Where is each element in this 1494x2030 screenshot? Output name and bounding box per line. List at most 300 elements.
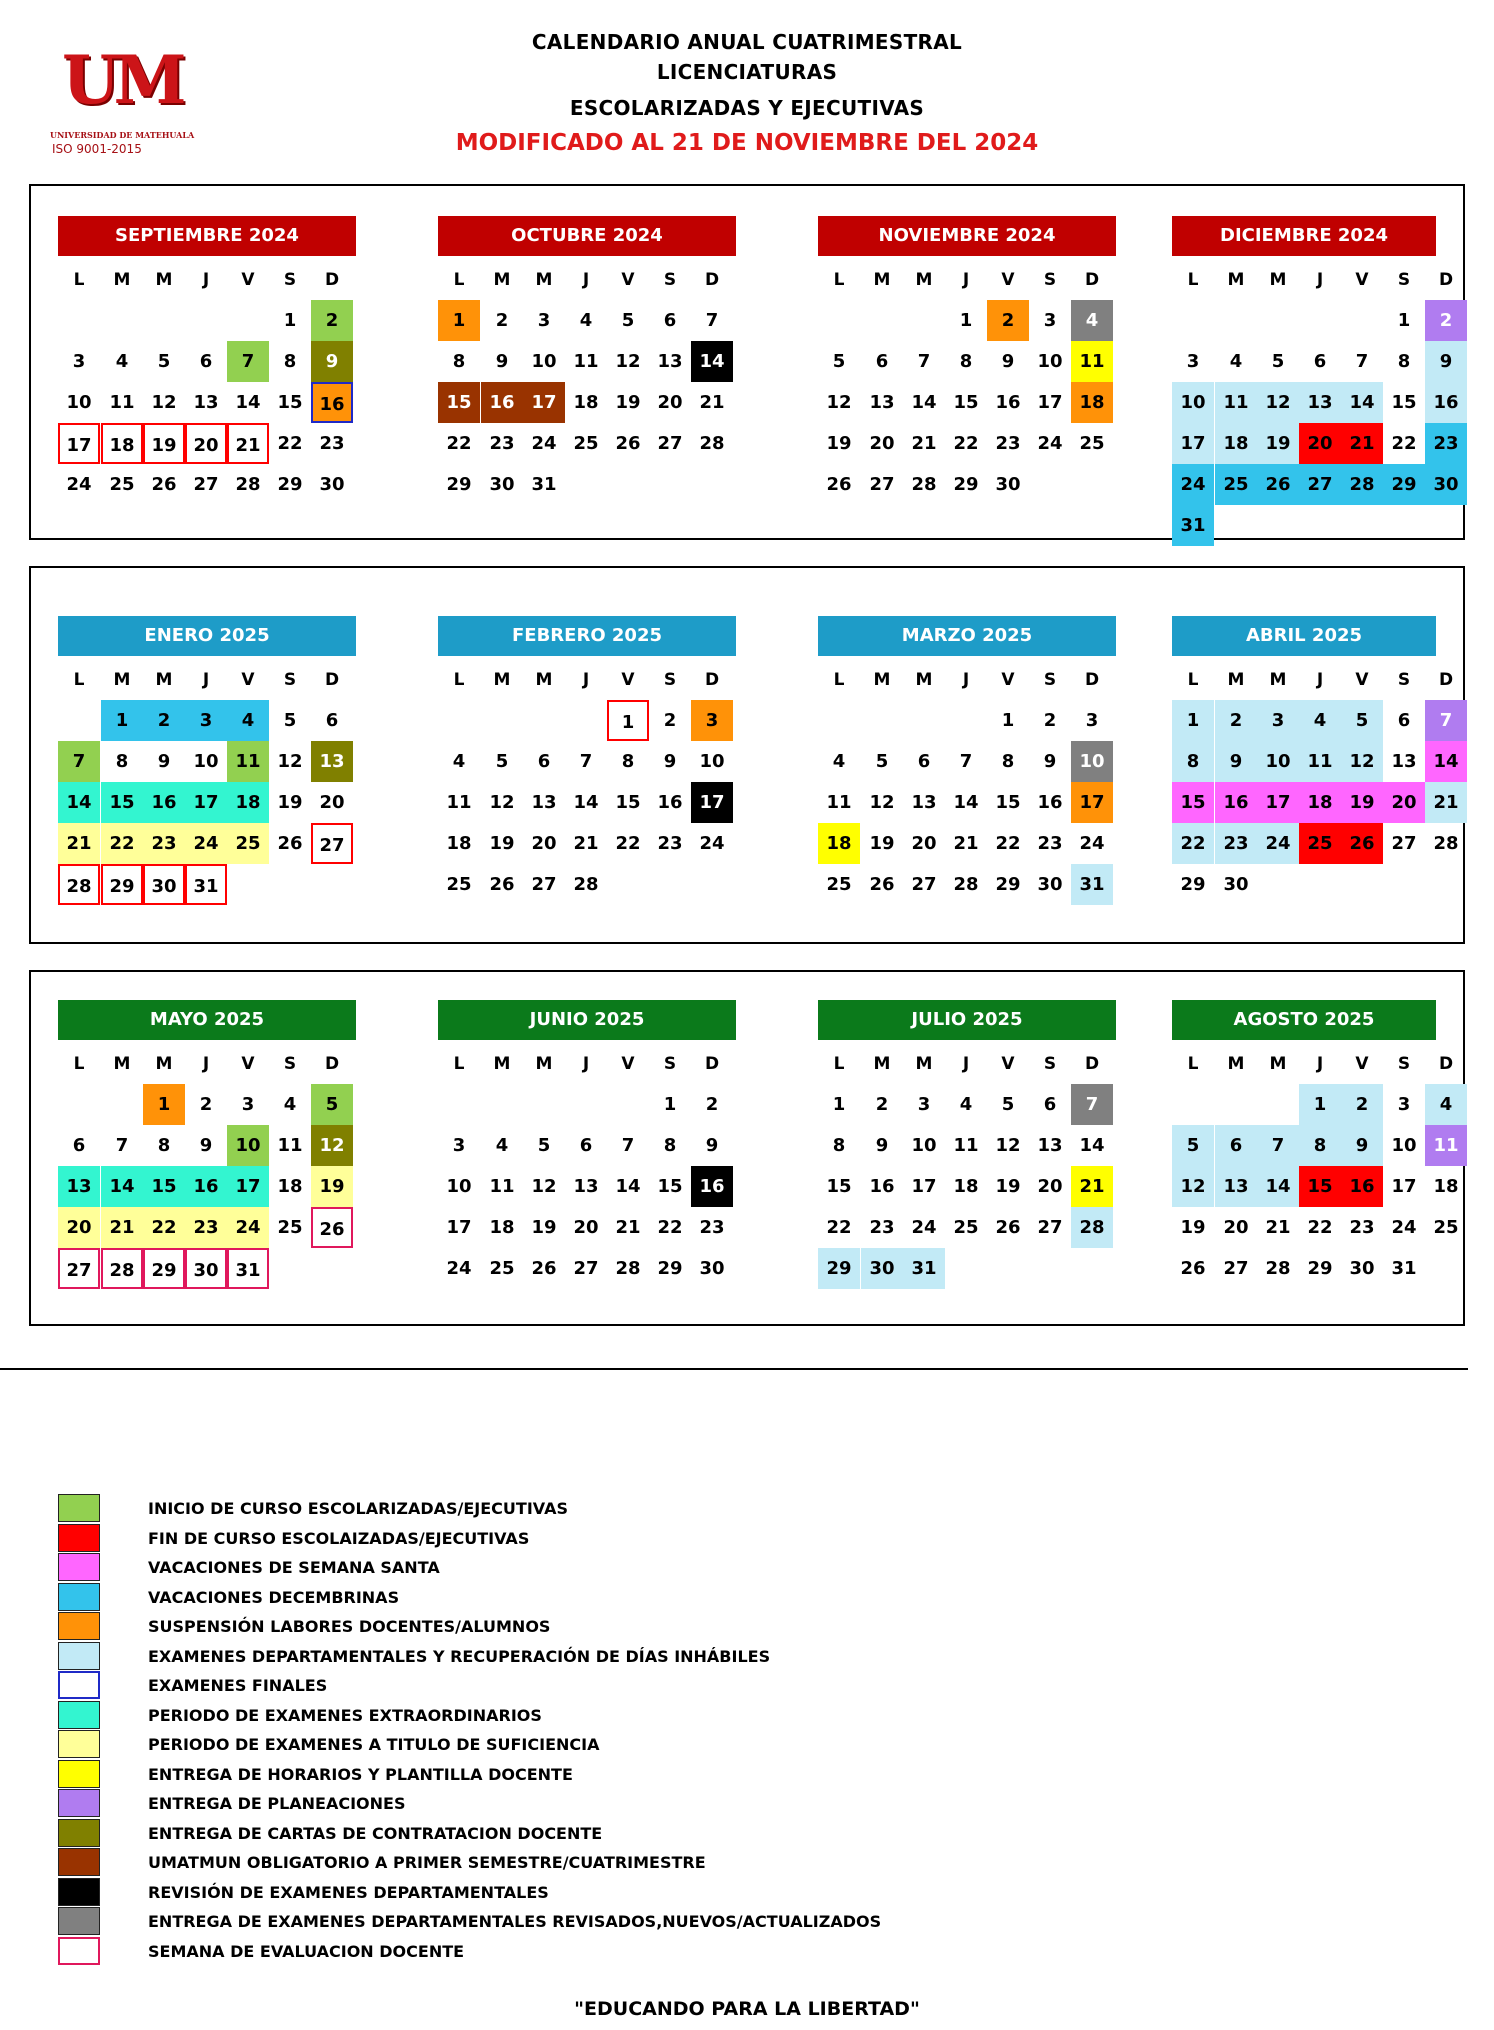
weekday-header: V (621, 670, 635, 690)
weekday-header: S (663, 670, 677, 690)
calendar-day: 13 (1215, 1166, 1257, 1207)
calendar-day: 2 (311, 300, 353, 341)
calendar-day: 12 (615, 351, 641, 372)
calendar-day: 3 (452, 1135, 466, 1156)
calendar-day: 14 (58, 782, 100, 823)
legend-label: PERIODO DE EXAMENES A TITULO DE SUFICIENCIA (148, 1735, 600, 1754)
calendar-day: 30 (489, 474, 515, 495)
calendar-day: 8 (1397, 351, 1411, 372)
calendar-day: 10 (1071, 741, 1113, 782)
weekday-header: M (113, 1054, 131, 1074)
calendar-day: 24 (1079, 833, 1105, 854)
weekday-header: D (704, 670, 720, 690)
calendar-day: 15 (995, 792, 1021, 813)
logo-mark: UM (62, 41, 181, 119)
calendar-day: 18 (573, 392, 599, 413)
weekday-header: M (1227, 1054, 1245, 1074)
calendar-day: 14 (235, 392, 261, 413)
legend-swatch (58, 1878, 100, 1906)
calendar-day: 23 (1425, 423, 1467, 464)
calendar-day: 22 (446, 433, 472, 454)
calendar-day: 22 (277, 433, 303, 454)
calendar-day: 20 (319, 792, 345, 813)
calendar-day: 29 (446, 474, 472, 495)
calendar-day: 29 (657, 1258, 683, 1279)
calendar-day: 19 (1180, 1217, 1206, 1238)
calendar-day: 19 (531, 1217, 557, 1238)
calendar-day: 12 (995, 1135, 1021, 1156)
calendar-day: 26 (995, 1217, 1021, 1238)
legend-swatch (58, 1701, 100, 1729)
calendar-day: 30 (1223, 874, 1249, 895)
calendar-day: 27 (311, 823, 353, 864)
calendar-day: 12 (531, 1176, 557, 1197)
calendar-day: 8 (452, 351, 466, 372)
calendar-day: 18 (446, 833, 472, 854)
weekday-header: J (582, 670, 590, 690)
legend-swatch (58, 1642, 100, 1670)
calendar-day: 4 (227, 700, 269, 741)
calendar-day: 9 (157, 751, 171, 772)
calendar-day: 6 (1215, 1125, 1257, 1166)
legend-label: EXAMENES FINALES (148, 1676, 328, 1695)
weekday-header: V (621, 1054, 635, 1074)
calendar-day: 3 (537, 310, 551, 331)
calendar-day: 3 (185, 700, 227, 741)
calendar-day: 11 (1071, 341, 1113, 382)
calendar-day: 18 (101, 423, 143, 464)
calendar-day: 12 (869, 792, 895, 813)
calendar-day: 3 (691, 700, 733, 741)
weekday-header: V (621, 270, 635, 290)
calendar-day: 8 (959, 351, 973, 372)
weekday-header: J (962, 670, 970, 690)
calendar-day: 10 (1391, 1135, 1417, 1156)
weekday-header: D (1084, 270, 1100, 290)
calendar-day: 2 (1043, 710, 1057, 731)
calendar-day: 24 (699, 833, 725, 854)
weekday-header: J (1316, 270, 1324, 290)
calendar-day: 30 (1425, 464, 1467, 505)
weekday-header: J (582, 270, 590, 290)
calendar-day: 26 (311, 1207, 353, 1248)
calendar-day: 13 (1037, 1135, 1063, 1156)
calendar-day: 28 (1341, 464, 1383, 505)
calendar-day: 27 (1037, 1217, 1063, 1238)
calendar-day: 1 (959, 310, 973, 331)
legend-label: ENTREGA DE PLANEACIONES (148, 1794, 406, 1813)
legend-swatch (58, 1937, 100, 1965)
calendar-day: 23 (1349, 1217, 1375, 1238)
calendar-day: 17 (1172, 423, 1214, 464)
legend-label: REVISIÓN DE EXAMENES DEPARTAMENTALES (148, 1882, 549, 1902)
calendar-day: 16 (691, 1166, 733, 1207)
calendar-day: 15 (953, 392, 979, 413)
calendar-day: 16 (995, 392, 1021, 413)
calendar-day: 18 (953, 1176, 979, 1197)
weekday-header: D (1438, 670, 1454, 690)
motto: "EDUCANDO PARA LA LIBERTAD" (574, 1998, 920, 2020)
calendar-day: 21 (227, 423, 269, 464)
calendar-day: 5 (1172, 1125, 1214, 1166)
calendar-day: 21 (1425, 782, 1467, 823)
weekday-header: J (962, 1054, 970, 1074)
weekday-header: D (324, 1054, 340, 1074)
calendar-day: 28 (235, 474, 261, 495)
calendar-day: 28 (911, 474, 937, 495)
calendar-day: 25 (1079, 433, 1105, 454)
calendar-day: 13 (657, 351, 683, 372)
calendar-day: 30 (995, 474, 1021, 495)
weekday-header: S (1397, 1054, 1411, 1074)
calendar-day: 28 (1433, 833, 1459, 854)
calendar-day: 2 (987, 300, 1029, 341)
weekday-header: V (1001, 670, 1015, 690)
calendar-day: 17 (523, 382, 565, 423)
calendar-day: 8 (115, 751, 129, 772)
calendar-day: 25 (1215, 464, 1257, 505)
calendar-day: 28 (615, 1258, 641, 1279)
calendar-day: 17 (185, 782, 227, 823)
calendar-day: 31 (903, 1248, 945, 1289)
calendar-day: 14 (101, 1166, 143, 1207)
calendar-day: 19 (1341, 782, 1383, 823)
weekday-header: D (704, 1054, 720, 1074)
calendar-day: 5 (832, 351, 846, 372)
legend-swatch (58, 1494, 100, 1522)
calendar-day: 28 (573, 874, 599, 895)
calendar-day: 30 (861, 1248, 903, 1289)
weekday-header: D (1084, 1054, 1100, 1074)
month-title: DICIEMBRE 2024 (1172, 216, 1436, 256)
weekday-header: M (1269, 270, 1287, 290)
calendar-day: 20 (1223, 1217, 1249, 1238)
logo-iso: ISO 9001-2015 (52, 142, 142, 156)
calendar-day: 13 (1391, 751, 1417, 772)
calendar-day: 5 (283, 710, 297, 731)
calendar-day: 24 (531, 433, 557, 454)
legend-swatch (58, 1789, 100, 1817)
calendar-day: 16 (1341, 1166, 1383, 1207)
calendar-day: 20 (1037, 1176, 1063, 1197)
weekday-header: M (915, 270, 933, 290)
calendar-day: 11 (489, 1176, 515, 1197)
weekday-header: V (241, 1054, 255, 1074)
calendar-day: 22 (995, 833, 1021, 854)
calendar-day: 18 (1215, 423, 1257, 464)
calendar-day: 12 (1341, 741, 1383, 782)
calendar-day: 4 (1299, 700, 1341, 741)
weekday-header: M (873, 1054, 891, 1074)
calendar-day: 5 (1341, 700, 1383, 741)
weekday-header: M (1269, 670, 1287, 690)
calendar-day: 10 (531, 351, 557, 372)
calendar-day: 8 (157, 1135, 171, 1156)
calendar-day: 10 (1172, 382, 1214, 423)
calendar-day: 5 (1271, 351, 1285, 372)
legend-swatch (58, 1553, 100, 1581)
calendar-day: 5 (875, 751, 889, 772)
calendar-day: 10 (911, 1135, 937, 1156)
legend-label: UMATMUN OBLIGATORIO A PRIMER SEMESTRE/CUATRIMESTRE (148, 1853, 706, 1872)
legend-label: VACACIONES DE SEMANA SANTA (148, 1558, 440, 1577)
weekday-header: L (833, 1054, 845, 1074)
calendar-day: 15 (101, 782, 143, 823)
calendar-day: 29 (143, 1248, 185, 1289)
calendar-day: 7 (705, 310, 719, 331)
calendar-subtitle: LICENCIATURAS (656, 60, 838, 84)
calendar-day: 12 (1172, 1166, 1214, 1207)
weekday-header: M (873, 670, 891, 690)
calendar-day: 13 (58, 1166, 100, 1207)
calendar-day: 11 (277, 1135, 303, 1156)
calendar-day: 3 (1043, 310, 1057, 331)
weekday-header: M (535, 270, 553, 290)
calendar-day: 15 (277, 392, 303, 413)
weekday-header: M (113, 670, 131, 690)
calendar-day: 24 (1037, 433, 1063, 454)
calendar-day: 15 (615, 792, 641, 813)
calendar-modality: ESCOLARIZADAS Y EJECUTIVAS (569, 96, 925, 120)
calendar-day: 8 (832, 1135, 846, 1156)
weekday-header: S (1397, 270, 1411, 290)
calendar-day: 15 (143, 1166, 185, 1207)
calendar-day: 6 (199, 351, 213, 372)
calendar-day: 26 (1257, 464, 1299, 505)
calendar-day: 6 (537, 751, 551, 772)
weekday-header: J (202, 1054, 210, 1074)
weekday-header: V (1355, 270, 1369, 290)
calendar-day: 2 (875, 1094, 889, 1115)
calendar-day: 12 (311, 1125, 353, 1166)
calendar-day: 20 (1299, 423, 1341, 464)
weekday-header: D (1438, 1054, 1454, 1074)
calendar-day: 25 (826, 874, 852, 895)
calendar-day: 23 (657, 833, 683, 854)
calendar-day: 17 (446, 1217, 472, 1238)
calendar-day: 10 (66, 392, 92, 413)
calendar-day: 14 (691, 341, 733, 382)
calendar-day: 6 (72, 1135, 86, 1156)
calendar-day: 20 (58, 1207, 100, 1248)
calendar-day: 27 (1223, 1258, 1249, 1279)
calendar-day: 10 (446, 1176, 472, 1197)
legend-label: INICIO DE CURSO ESCOLARIZADAS/EJECUTIVAS (148, 1499, 568, 1518)
calendar-day: 18 (277, 1176, 303, 1197)
calendar-day: 31 (531, 474, 557, 495)
calendar-day: 21 (101, 1207, 143, 1248)
calendar-day: 6 (1313, 351, 1327, 372)
calendar-day: 11 (826, 792, 852, 813)
calendar-day: 6 (663, 310, 677, 331)
weekday-header: M (915, 670, 933, 690)
calendar-day: 22 (101, 823, 143, 864)
calendar-day: 9 (495, 351, 509, 372)
month-title: MARZO 2025 (818, 616, 1116, 656)
weekday-header: S (283, 670, 297, 690)
calendar-day: 9 (1001, 351, 1015, 372)
month-title: MAYO 2025 (58, 1000, 356, 1040)
legend-swatch (58, 1730, 100, 1758)
calendar-day: 30 (1349, 1258, 1375, 1279)
calendar-day: 21 (573, 833, 599, 854)
calendar-day: 20 (869, 433, 895, 454)
calendar-day: 14 (953, 792, 979, 813)
calendar-day: 16 (869, 1176, 895, 1197)
calendar-day: 25 (446, 874, 472, 895)
calendar-day: 19 (489, 833, 515, 854)
legend-swatch (58, 1760, 100, 1788)
weekday-header: V (241, 670, 255, 690)
calendar-day: 20 (911, 833, 937, 854)
calendar-day: 21 (1341, 423, 1383, 464)
weekday-header: V (241, 270, 255, 290)
calendar-day: 1 (607, 700, 649, 741)
weekday-header: S (1043, 670, 1057, 690)
month-title: ABRIL 2025 (1172, 616, 1436, 656)
calendar-day: 19 (1257, 423, 1299, 464)
calendar-day: 26 (277, 833, 303, 854)
calendar-day: 27 (1391, 833, 1417, 854)
weekday-header: L (73, 670, 85, 690)
calendar-day: 23 (143, 823, 185, 864)
calendar-day: 26 (826, 474, 852, 495)
calendar-day: 20 (185, 423, 227, 464)
legend-label: PERIODO DE EXAMENES EXTRAORDINARIOS (148, 1705, 542, 1725)
calendar-day: 5 (621, 310, 635, 331)
calendar-day: 28 (1265, 1258, 1291, 1279)
calendar-day: 16 (481, 382, 523, 423)
calendar-day: 27 (869, 474, 895, 495)
month-title: OCTUBRE 2024 (438, 216, 736, 256)
calendar-day: 15 (438, 382, 480, 423)
calendar-day: 17 (1037, 392, 1063, 413)
calendar-day: 18 (1433, 1176, 1459, 1197)
calendar-day: 3 (1085, 710, 1099, 731)
calendar-day: 3 (1186, 351, 1200, 372)
weekday-header: J (1316, 670, 1324, 690)
calendar-day: 23 (1037, 833, 1063, 854)
calendar-day: 14 (1257, 1166, 1299, 1207)
calendar-day: 6 (917, 751, 931, 772)
calendar-day: 4 (579, 310, 593, 331)
weekday-header: M (493, 1054, 511, 1074)
calendar-day: 13 (531, 792, 557, 813)
legend-label: SUSPENSIÓN LABORES DOCENTES/ALUMNOS (148, 1617, 551, 1636)
calendar-day: 11 (446, 792, 472, 813)
calendar-day: 17 (227, 1166, 269, 1207)
calendar-day: 20 (1383, 782, 1425, 823)
calendar-day: 17 (1391, 1176, 1417, 1197)
calendar-title: CALENDARIO ANUAL CUATRIMESTRAL (531, 30, 963, 54)
month-title: ENERO 2025 (58, 616, 356, 656)
calendar-day: 4 (959, 1094, 973, 1115)
calendar-day: 9 (1425, 341, 1467, 382)
calendar-day: 6 (579, 1135, 593, 1156)
calendar-day: 22 (826, 1217, 852, 1238)
calendar-day: 12 (489, 792, 515, 813)
calendar-day: 7 (1071, 1084, 1113, 1125)
calendar-day: 4 (495, 1135, 509, 1156)
calendar-day: 2 (199, 1094, 213, 1115)
weekday-header: L (73, 270, 85, 290)
calendar-day: 29 (818, 1248, 860, 1289)
calendar-day: 21 (615, 1217, 641, 1238)
legend-swatch (58, 1671, 100, 1699)
calendar-day: 26 (1180, 1258, 1206, 1279)
weekday-header: D (324, 270, 340, 290)
calendar-day: 7 (227, 341, 269, 382)
calendar-day: 19 (311, 1166, 353, 1207)
calendar-day: 31 (1172, 505, 1214, 546)
calendar-day: 30 (143, 864, 185, 905)
calendar-day: 8 (621, 751, 635, 772)
weekday-header: M (155, 670, 173, 690)
calendar-day: 3 (917, 1094, 931, 1115)
calendar-day: 4 (1229, 351, 1243, 372)
calendar-day: 21 (953, 833, 979, 854)
calendar-day: 8 (1299, 1125, 1341, 1166)
calendar-day: 27 (193, 474, 219, 495)
calendar-day: 9 (663, 751, 677, 772)
calendar-day: 1 (1397, 310, 1411, 331)
weekday-header: D (324, 670, 340, 690)
section-divider (0, 1368, 1468, 1370)
calendar-day: 26 (1341, 823, 1383, 864)
calendar-day: 26 (869, 874, 895, 895)
calendar-day: 29 (1307, 1258, 1333, 1279)
calendar-day: 10 (1037, 351, 1063, 372)
calendar-day: 31 (227, 1248, 269, 1289)
calendar-day: 18 (489, 1217, 515, 1238)
calendar-day: 29 (277, 474, 303, 495)
weekday-header: V (1001, 270, 1015, 290)
weekday-header: S (1043, 270, 1057, 290)
calendar-day: 9 (1215, 741, 1257, 782)
calendar-day: 24 (227, 1207, 269, 1248)
calendar-day: 23 (995, 433, 1021, 454)
calendar-day: 10 (227, 1125, 269, 1166)
calendar-day: 30 (185, 1248, 227, 1289)
calendar-day: 3 (72, 351, 86, 372)
weekday-header: M (915, 1054, 933, 1074)
calendar-day: 24 (185, 823, 227, 864)
calendar-day: 7 (1425, 700, 1467, 741)
calendar-day: 11 (573, 351, 599, 372)
calendar-day: 21 (58, 823, 100, 864)
calendar-day: 10 (1257, 741, 1299, 782)
calendar-day: 14 (911, 392, 937, 413)
calendar-day: 21 (1071, 1166, 1113, 1207)
calendar-day: 27 (531, 874, 557, 895)
calendar-day: 6 (325, 710, 339, 731)
calendar-day: 23 (489, 433, 515, 454)
calendar-day: 29 (101, 864, 143, 905)
weekday-header: V (1001, 1054, 1015, 1074)
weekday-header: M (535, 1054, 553, 1074)
weekday-header: J (202, 670, 210, 690)
calendar-day: 28 (699, 433, 725, 454)
calendar-day: 14 (1341, 382, 1383, 423)
calendar-day: 1 (283, 310, 297, 331)
calendar-day: 24 (911, 1217, 937, 1238)
calendar-day: 18 (1299, 782, 1341, 823)
calendar-day: 14 (1079, 1135, 1105, 1156)
calendar-day: 18 (1071, 382, 1113, 423)
calendar-day: 1 (143, 1084, 185, 1125)
weekday-header: M (1227, 270, 1245, 290)
weekday-header: D (704, 270, 720, 290)
